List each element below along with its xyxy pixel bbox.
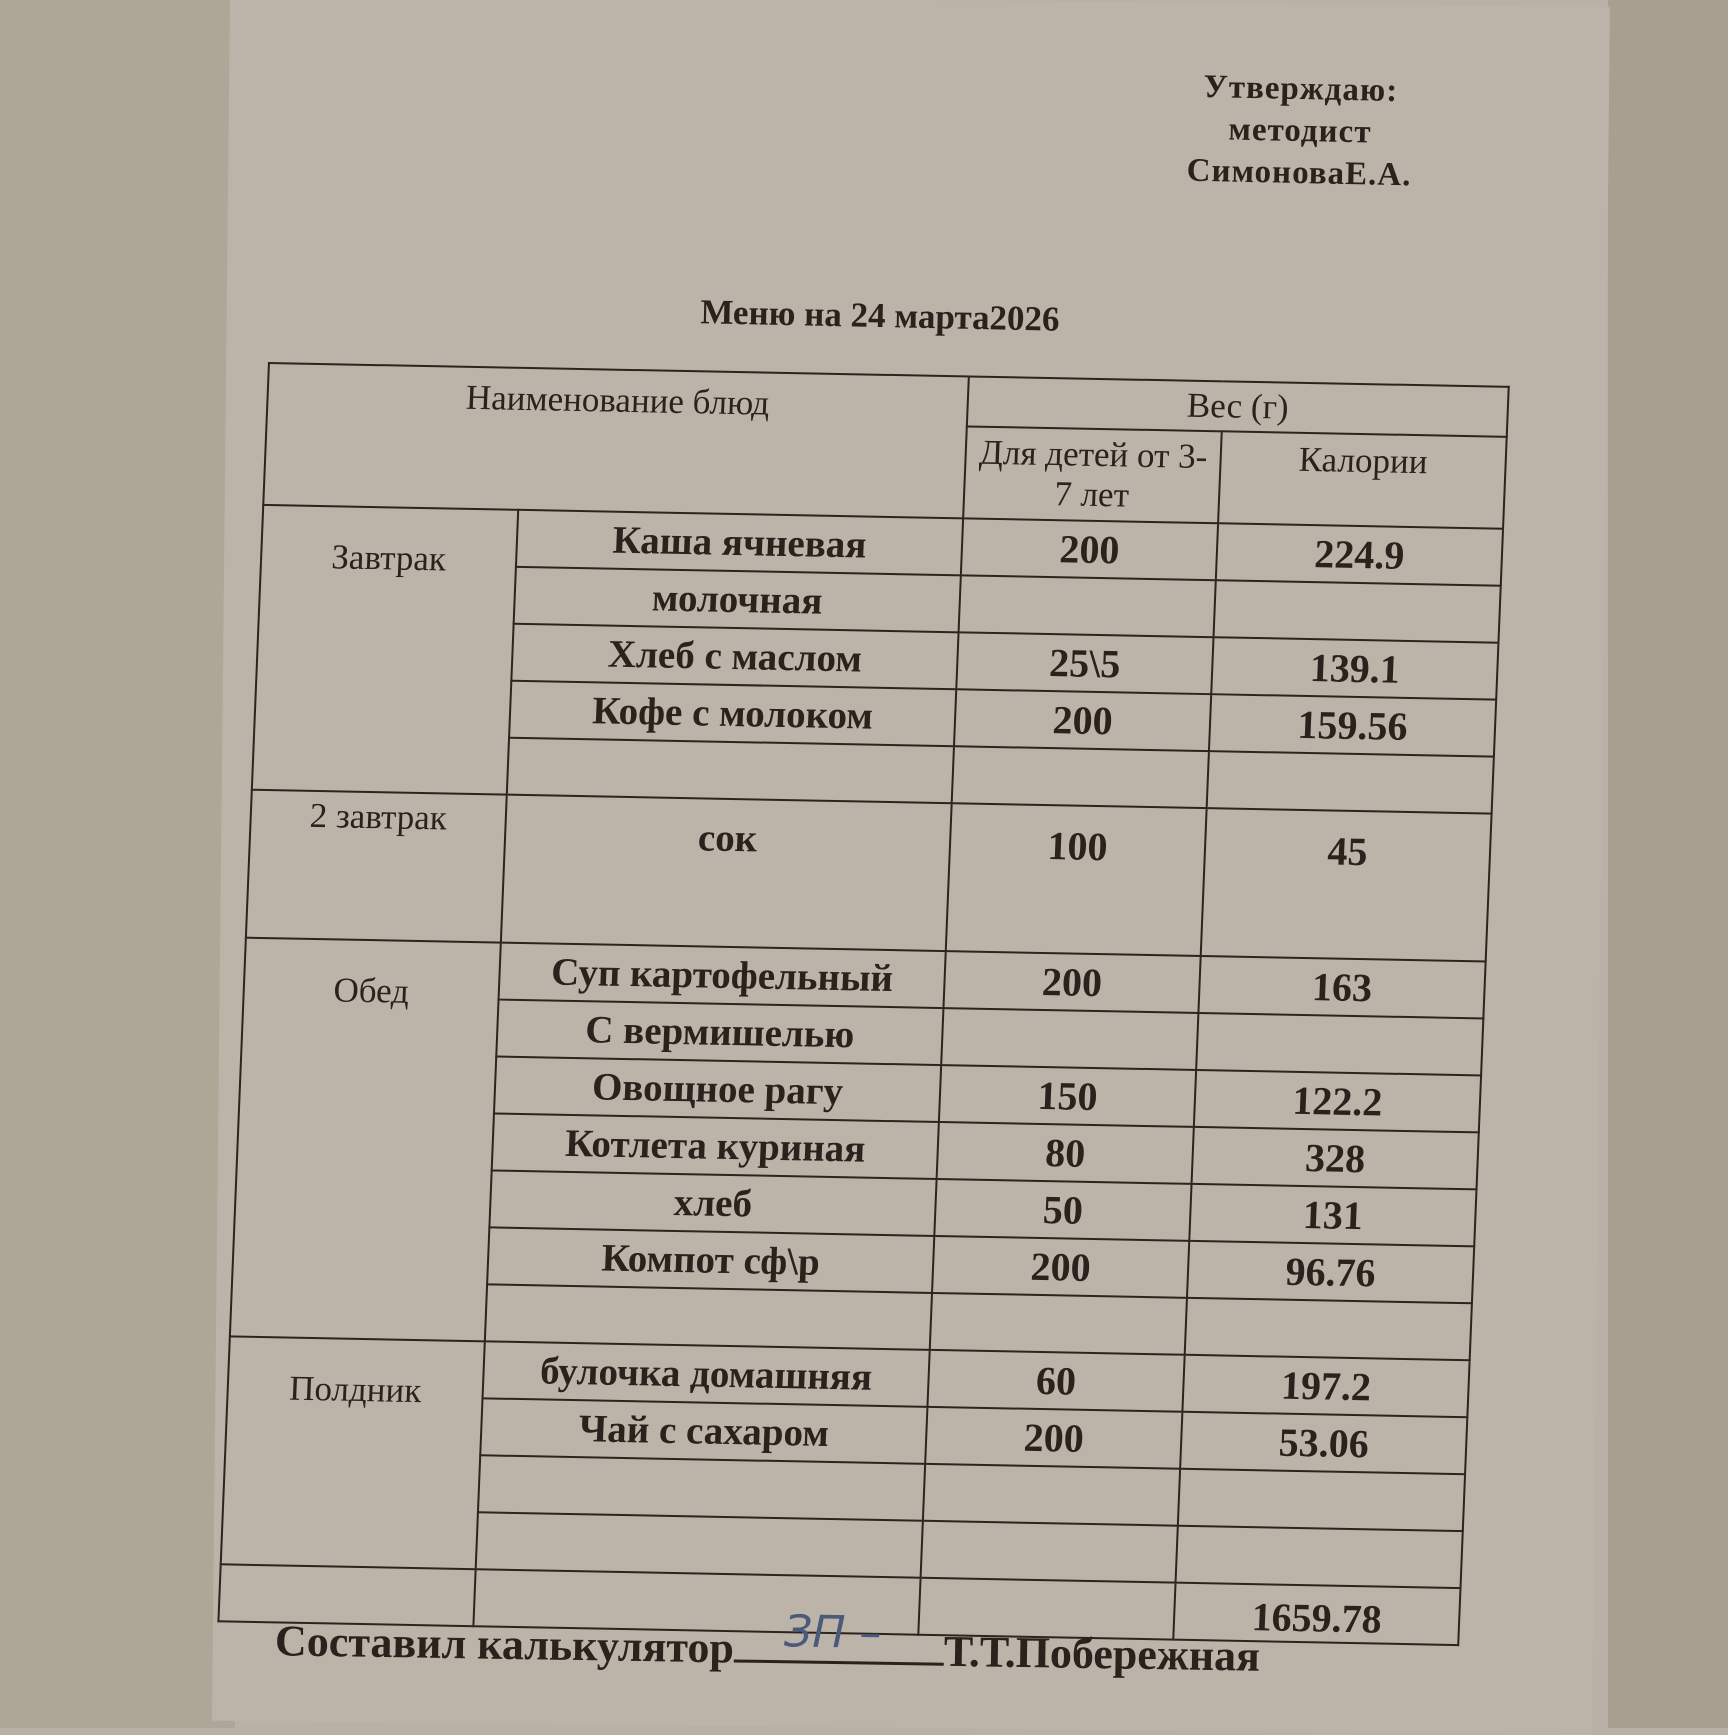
dish-cell: Чай с сахаром [480,1398,927,1464]
dish-cell [485,1284,932,1350]
dish-cell: Компот сф\р [487,1227,934,1293]
calories-cell [1176,1526,1463,1588]
approval-line-1: Утверждаю: [1203,68,1399,110]
header-weight-group: Вес (г) [967,376,1509,436]
dish-cell: С вермишелью [496,1000,943,1066]
calories-cell: 96.76 [1187,1241,1474,1303]
calories-cell: 122.2 [1194,1070,1481,1132]
weight-cell: 100 [946,803,1207,956]
weight-cell [930,1293,1187,1355]
dish-cell: молочная [514,567,961,633]
dish-cell [476,1512,923,1578]
approval-block [1139,65,1462,198]
dish-cell: Кофе с молоком [509,681,956,747]
approval-line-3: СимоноваЕ.А. [1186,152,1412,194]
dish-cell [478,1455,925,1521]
calories-cell: 224.9 [1216,523,1503,585]
dish-cell: Суп картофельный [499,943,946,1009]
menu-table-wrapper [217,362,1507,1646]
calories-cell [1196,1013,1483,1075]
footer-name: Т.Т.Побережная [943,1626,1261,1681]
dish-cell: сок [501,795,952,951]
meal-label: Завтрак [252,505,518,795]
header-calories: Калории [1218,431,1507,529]
background-right [1608,0,1728,1728]
dish-cell [507,738,954,804]
meal-label: Полдник [221,1336,485,1569]
weight-cell: 200 [961,518,1218,580]
dish-cell: булочка домашняя [483,1341,930,1407]
calories-cell [1185,1298,1472,1360]
signature-blank [734,1606,945,1665]
weight-cell [959,575,1216,637]
dish-cell: Овощное рагу [494,1057,941,1123]
header-children-age: Для детей от 3-7 лет [963,426,1222,523]
table-row [246,790,1492,962]
approval-line-2: методист [1228,111,1372,151]
dish-cell: Котлета куриная [492,1113,939,1179]
menu-table [217,362,1509,1646]
weight-cell: 60 [927,1350,1184,1412]
calories-cell [1178,1469,1465,1531]
calories-cell: 131 [1189,1184,1476,1246]
dish-cell: Хлеб с маслом [511,624,958,690]
weight-cell: 200 [954,689,1211,751]
calories-cell: 139.1 [1211,637,1498,699]
calories-cell: 197.2 [1182,1355,1469,1417]
calories-cell: 53.06 [1180,1412,1467,1474]
weight-cell [941,1008,1198,1070]
calories-cell: 159.56 [1209,694,1496,756]
weight-cell [923,1464,1180,1526]
meal-label: Обед [230,938,501,1342]
calories-cell: 328 [1192,1127,1479,1189]
weight-cell: 200 [943,951,1200,1013]
weight-cell: 25\5 [956,632,1213,694]
footer-prefix: Составил калькулятор [274,1616,735,1673]
calories-cell: 45 [1201,808,1492,961]
calories-cell [1214,580,1501,642]
total-calories: 1659.78 [1173,1583,1460,1645]
weight-cell: 80 [937,1122,1194,1184]
background-left [0,0,235,1728]
weight-cell: 150 [939,1065,1196,1127]
menu-title: Меню на 24 марта2026 [700,292,1060,339]
meal-label: 2 завтрак [246,790,507,943]
header-dish-name: Наименование блюд [263,363,969,518]
dish-cell: Каша ячневая [516,510,963,576]
calories-cell: 163 [1198,956,1485,1018]
weight-cell [921,1521,1178,1583]
calories-cell [1207,751,1494,813]
weight-cell: 200 [932,1236,1189,1298]
weight-cell [952,746,1209,808]
weight-cell: 50 [934,1179,1191,1241]
handwritten-signature: ЗП – [783,1606,882,1659]
weight-cell: 200 [925,1407,1182,1469]
dish-cell: хлеб [489,1170,936,1236]
